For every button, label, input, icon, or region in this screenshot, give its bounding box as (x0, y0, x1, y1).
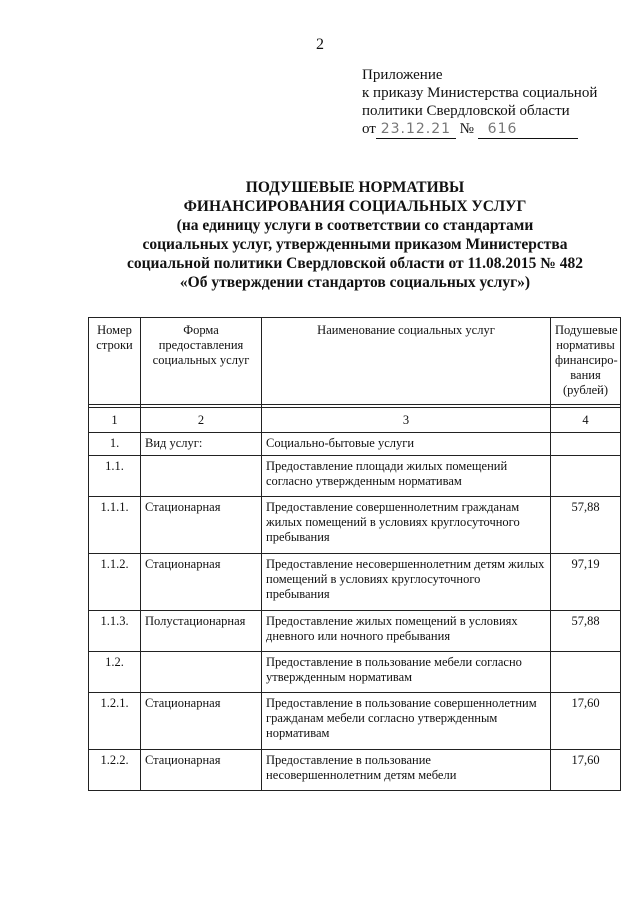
from-label: от (362, 121, 376, 137)
row-service-name: Предоставление в пользование мебели согласно утвержденным нормативам (262, 652, 551, 693)
table-row (89, 611, 621, 652)
row-form: Вид услуг: (141, 433, 262, 456)
table-row (89, 456, 621, 497)
row-form: Полустационарная (141, 611, 262, 652)
appendix-line-3: политики Свердловской области (362, 103, 570, 119)
table-row (89, 652, 621, 693)
column-number: 4 (551, 408, 621, 433)
document-title (60, 178, 640, 292)
row-form: Стационарная (141, 750, 262, 791)
number-label: № (459, 121, 474, 137)
column-number: 2 (141, 408, 262, 433)
appendix-line-1: Приложение (362, 67, 443, 83)
appendix-date-line (362, 120, 632, 139)
row-norm-value: 57,88 (551, 497, 621, 554)
header-norm: Подушевые нормативы финансиро-вания (рублей) (551, 318, 621, 405)
row-norm-value: 97,19 (551, 554, 621, 611)
row-code: 1.1.1. (89, 497, 141, 554)
header-service-name: Наименование социальных услуг (262, 318, 551, 405)
page-number: 2 (316, 36, 324, 53)
row-service-name: Социально-бытовые услуги (262, 433, 551, 456)
table-row (89, 750, 621, 791)
table-row (89, 554, 621, 611)
row-norm-value: 57,88 (551, 611, 621, 652)
row-code: 1.1. (89, 456, 141, 497)
row-code: 1.2. (89, 652, 141, 693)
row-code: 1.2.2. (89, 750, 141, 791)
row-code: 1.1.2. (89, 554, 141, 611)
header-form: Форма предоставления социальных услуг (141, 318, 262, 405)
row-norm-value (551, 433, 621, 456)
row-code: 1.1.3. (89, 611, 141, 652)
row-code: 1. (89, 433, 141, 456)
title-line-1: ПОДУШЕВЫЕ НОРМАТИВЫ (245, 179, 465, 196)
row-norm-value: 17,60 (551, 693, 621, 750)
row-form: Стационарная (141, 554, 262, 611)
order-number: 616 (478, 120, 578, 139)
table-row (89, 693, 621, 750)
norms-table (88, 317, 621, 791)
appendix-line-2: к приказу Министерства социальной (362, 85, 598, 101)
row-code: 1.2.1. (89, 693, 141, 750)
title-line-3: (на единицу услуги в соответствии со стандартами (176, 217, 534, 234)
title-line-6: «Об утверждении стандартов социальных услуг») (179, 274, 531, 291)
row-service-name: Предоставление площади жилых помещений согласно утвержденным нормативам (262, 456, 551, 497)
row-form (141, 652, 262, 693)
row-form: Стационарная (141, 693, 262, 750)
row-form (141, 456, 262, 497)
row-service-name: Предоставление в пользование совершеннолетним гражданам мебели согласно утвержденным нормативам (262, 693, 551, 750)
table-row (89, 497, 621, 554)
column-number: 1 (89, 408, 141, 433)
row-service-name: Предоставление совершеннолетним гражданам жилых помещений в условиях круглосуточного пребывания (262, 497, 551, 554)
order-date: 23.12.21 (376, 120, 456, 139)
appendix-block (362, 66, 632, 139)
table-header-row (89, 318, 621, 405)
title-line-5: социальной политики Свердловской области от 11.08.2015 № 482 (127, 255, 583, 272)
row-service-name: Предоставление в пользование несовершеннолетним детям мебели (262, 750, 551, 791)
table-row (89, 433, 621, 456)
row-norm-value (551, 456, 621, 497)
row-form: Стационарная (141, 497, 262, 554)
row-service-name: Предоставление жилых помещений в условиях дневного или ночного пребывания (262, 611, 551, 652)
column-number: 3 (262, 408, 551, 433)
title-line-4: социальных услуг, утвержденными приказом Министерства (142, 236, 568, 253)
column-numbers-row (89, 408, 621, 433)
row-norm-value (551, 652, 621, 693)
row-norm-value: 17,60 (551, 750, 621, 791)
header-row-number: Номер строки (89, 318, 141, 405)
title-line-2: ФИНАНСИРОВАНИЯ СОЦИАЛЬНЫХ УСЛУГ (183, 198, 527, 215)
row-service-name: Предоставление несовершеннолетним детям жилых помещений в условиях круглосуточного пребывания (262, 554, 551, 611)
